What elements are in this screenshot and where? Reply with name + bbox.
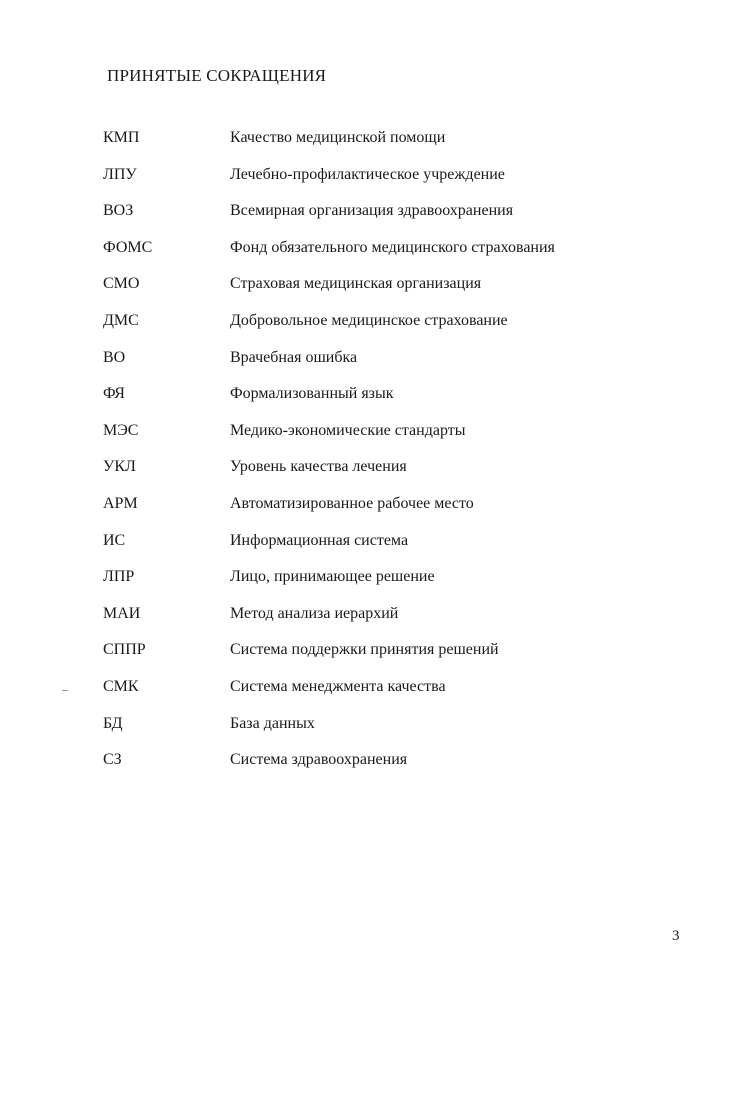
abbreviation-code: КМП	[103, 129, 140, 146]
page-title: ПРИНЯТЫЕ СОКРАЩЕНИЯ	[107, 66, 327, 85]
abbreviation-row	[0, 748, 733, 785]
abbreviation-row	[0, 199, 733, 236]
abbreviation-code: ЛПР	[103, 568, 135, 586]
page-number: 3	[672, 928, 680, 944]
abbreviation-code: ВОЗ	[103, 202, 134, 220]
abbreviation-row	[0, 712, 733, 749]
abbreviation-row	[0, 382, 733, 419]
abbreviation-row	[0, 455, 733, 492]
abbreviation-code: СМО	[103, 275, 140, 293]
abbreviation-row	[0, 638, 733, 675]
abbreviation-code: ЛПУ	[103, 165, 137, 183]
abbreviation-code: ДМС	[103, 311, 139, 329]
abbreviation-meaning: Добровольное медицинское страхование	[230, 311, 508, 329]
abbreviation-meaning: Лечебно-профилактическое учреждение	[230, 165, 505, 183]
abbreviation-row	[0, 272, 733, 309]
abbreviation-code: АРМ	[103, 494, 138, 512]
abbreviation-code: ФОМС	[103, 238, 153, 256]
abbreviation-code: ФЯ	[103, 385, 125, 403]
abbreviation-code: УКЛ	[103, 458, 136, 476]
abbreviation-meaning: Страховая медицинская организация	[230, 275, 482, 293]
abbreviation-code: БД	[103, 714, 123, 732]
abbreviation-row	[0, 309, 733, 346]
abbreviation-meaning: Формализованный язык	[230, 385, 394, 403]
abbreviation-meaning: Автоматизированное рабочее место	[230, 494, 474, 512]
abbreviation-code: СППР	[103, 641, 146, 659]
abbreviation-meaning: Информационная система	[230, 531, 409, 549]
abbreviation-row	[0, 346, 733, 383]
abbreviation-meaning: Система поддержки принятия решений	[230, 641, 499, 659]
abbreviation-meaning: Метод анализа иерархий	[230, 604, 399, 622]
abbreviation-code: СМК	[103, 677, 139, 695]
abbreviation-row	[0, 602, 733, 639]
abbreviation-meaning: Медико-экономические стандарты	[230, 421, 466, 439]
abbreviation-meaning: Система здравоохранения	[230, 751, 408, 769]
abbreviation-meaning: Качество медицинской помощи	[230, 129, 446, 146]
abbreviation-code: МАИ	[103, 604, 141, 622]
abbreviation-meaning: База данных	[230, 714, 315, 732]
abbreviation-code: ИС	[103, 531, 126, 549]
abbreviation-list	[0, 126, 733, 785]
abbreviation-meaning: Система менеджмента качества	[230, 677, 446, 695]
abbreviation-row	[0, 492, 733, 529]
abbreviation-code: МЭС	[103, 421, 139, 439]
abbreviation-row	[0, 565, 733, 602]
abbreviation-meaning: Врачебная ошибка	[230, 348, 358, 366]
abbreviation-row	[0, 675, 733, 712]
abbreviation-code: СЗ	[103, 751, 122, 769]
abbreviation-row	[0, 126, 733, 163]
abbreviation-meaning: Всемирная организация здравоохранения	[230, 202, 514, 220]
abbreviation-code: ВО	[103, 348, 126, 366]
abbreviation-row	[0, 163, 733, 200]
abbreviation-row	[0, 236, 733, 273]
abbreviation-meaning: Лицо, принимающее решение	[230, 568, 435, 586]
abbreviation-meaning: Фонд обязательного медицинского страхования	[230, 238, 555, 256]
abbreviation-meaning: Уровень качества лечения	[230, 458, 407, 476]
abbreviation-row	[0, 419, 733, 456]
abbreviation-row	[0, 529, 733, 566]
scan-speck	[62, 690, 68, 691]
